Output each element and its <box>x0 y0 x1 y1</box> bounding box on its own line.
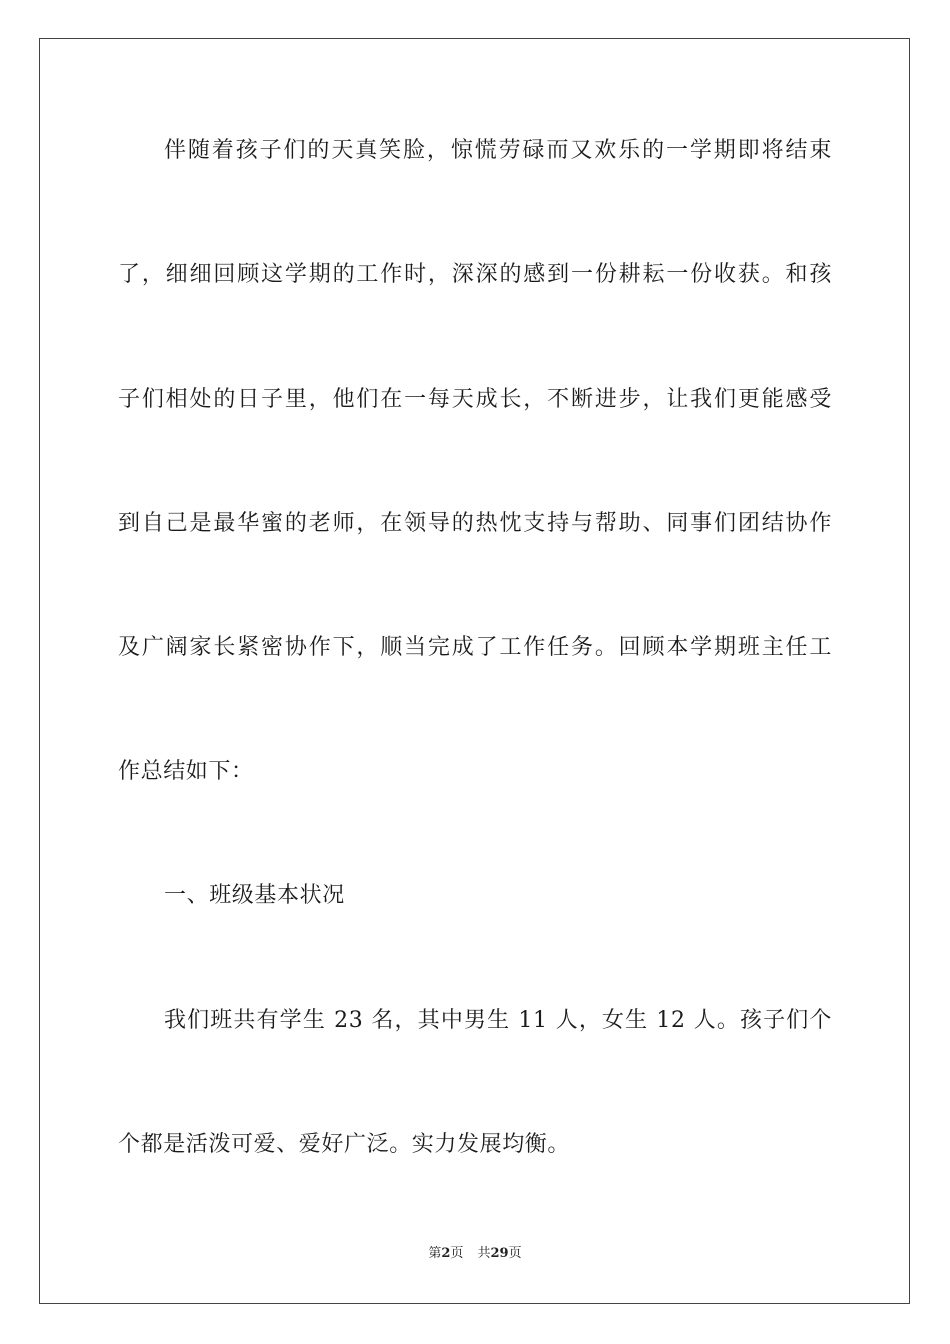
page-prefix: 第 <box>428 1246 442 1261</box>
section-heading: 一、班级基本状况 <box>164 883 345 908</box>
page-number: 2 <box>441 1246 451 1261</box>
total-suffix: 页 <box>508 1246 522 1261</box>
paragraph-line: 子们相处的日子里，他们在一每天成长，不断进步，让我们更能感受 <box>118 387 832 412</box>
paragraph-line: 伴随着孩子们的天真笑脸，惊慌劳碌而又欢乐的一学期即将结束 <box>164 138 832 163</box>
paragraph-line: 作总结如下： <box>118 759 254 784</box>
total-prefix: 共 <box>477 1246 491 1261</box>
paragraph-line: 我们班共有学生 23 名，其中男生 11 人，女生 12 人。孩子们个 <box>164 1008 832 1033</box>
paragraph-line: 了，细细回顾这学期的工作时，深深的感到一份耕耘一份收获。和孩 <box>118 262 832 287</box>
page-footer <box>0 1245 950 1263</box>
page-suffix: 页 <box>450 1246 464 1261</box>
paragraph-line: 个都是活泼可爱、爱好广泛。实力发展均衡。 <box>118 1132 571 1157</box>
page-border <box>39 38 910 1304</box>
total-pages: 29 <box>490 1246 509 1261</box>
paragraph-line: 及广阔家长紧密协作下，顺当完成了工作任务。回顾本学期班主任工 <box>118 635 832 660</box>
paragraph-line: 到自己是最华蜜的老师，在领导的热忱支持与帮助、同事们团结协作 <box>118 511 832 536</box>
